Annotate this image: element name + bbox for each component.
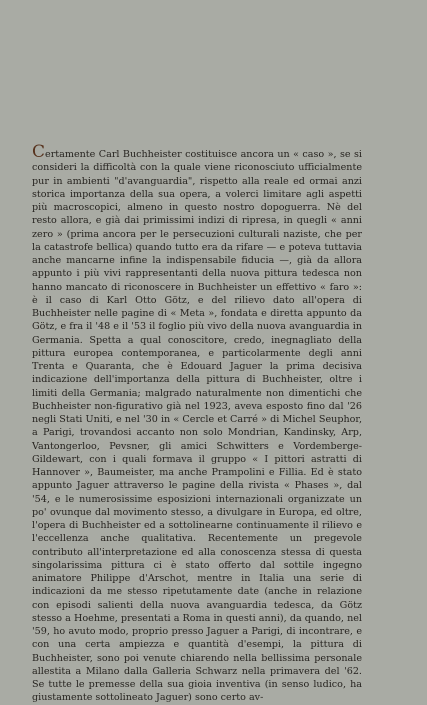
article-body [32,142,362,705]
article-text: ertamente Carl Buchheister costituisce ancora un « caso », se si consideri la difficoltà con la quale viene riconosciuto ufficialmente pur in ambienti "d'avanguardia", rispetto alla reale ed ormai anzi storica importanza della sua opera, a volerci limitare agli aspetti più macroscopici, almeno in questo nostro dopoguerra. Nè del resto allora, e già dai primissimi indizi di ripresa, in quegli « anni zero » (prima ancora per le persecuzioni culturali naziste, che per la catastrofe bellica) quando tutto era da rifare — e poteva tuttavia anche mancarne infine la indispensabile fiducia —, già da allora appunto i più vivi rappresentanti della nuova pittura tedesca non hanno mancato di riconoscere in Buchheister un effettivo « faro »: è il caso di Karl Otto Götz, e del rilievo dato all'opera di Buchheister nelle pagine di « Meta », fondata e diretta appunto da Götz, e fra il '48 e il '53 il foglio più vivo della nuova avanguardia in Germania. Spetta a qual conoscitore, credo, inegnagliato della pittura europea contemporanea, e particolarmente degli anni Trenta e Quaranta, che è Edouard Jaguer la prima decisiva indicazione dell'importanza della pittura di Buchheister, oltre i limiti della Germania; malgrado naturalmente non dimentichi che Buchheister non-figurativo già nel 1923, aveva esposto fino dal '26 negli Stati Uniti, e nel '30 in « Cercle et Carré » di Michel Seuphor, a Parigi, trovandosi accanto non solo Mondrian, Kandinsky, Arp, Vantongerloo, Pevsner, gli amici Schwitters e Vordemberge-Gildewart, con i quali formava il gruppo « I pittori astratti di Hannover », Baumeister, ma anche Prampolini e Fillia. Ed è stato appunto Jaguer attraverso le pagine della rivista « Phases », dal '54, e le numerosissime esposizioni internazionali organizzate un po' ovunque dal movimento stesso, a divulgare in Europa, ed oltre, l'opera di Buchheister ed a sottolinearne continuamente il rilievo e l'eccellenza anche qualitativa. Recentemente un pregevole contributo all'interpretazione ed alla conoscenza stessa di questa singolarissima pittura ci è stato offerto dal sottile ingegno animatore Philippe d'Arschot, mentre in Italia una serie di indicazioni da me stesso ripetutamente date (anche in relazione con episodi salienti della nuova avanguardia tedesca, da Götz stesso a Hoehme, presentati a Roma in questi anni), da quando, nel '59, ho avuto modo, proprio presso Jaguer a Parigi, di incontrare, e con una certa ampiezza e quantità d'esempi, la pittura di Buchheister, sono poi venute chiarendo nella bellissima personale allestita a Milano dalla Galleria Schwarz nella primavera del '62. Se tutte le premesse della sua gioia inventiva (in senso ludico, ha giustamente sottolineato Jaguer) sono certo av- [32,149,362,704]
drop-cap-initial: C [32,142,46,162]
